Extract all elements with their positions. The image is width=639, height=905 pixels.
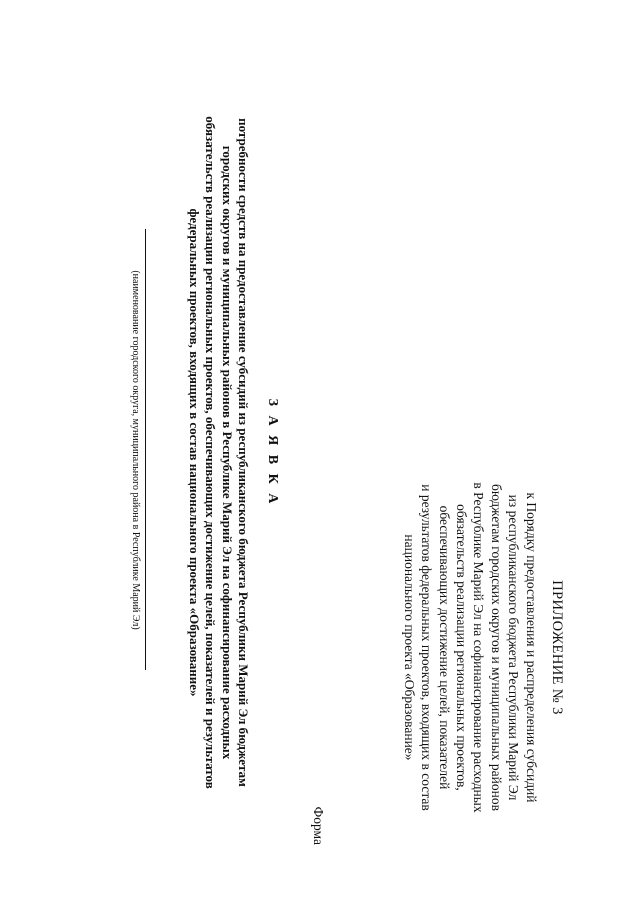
- subject-line: потребности средств на предоставление субсидий из республиканского бюджета Республики Марий Эл бюджетам: [236, 118, 251, 787]
- document-subject: [185, 60, 251, 845]
- appendix-line: обязательств реализации региональных проектов,: [453, 504, 469, 791]
- fill-in-line: [145, 229, 146, 670]
- document-heading: З А Я В К А: [265, 398, 280, 507]
- appendix-line: к Порядку предоставления и распределения субсидий: [523, 492, 539, 803]
- form-label: Форма: [311, 806, 326, 845]
- subject-line: городских округов и муниципальных районов в Республике Марий Эл на софинансирование расходных: [219, 145, 235, 760]
- appendix-line: обеспечивающих достижение целей, показателей: [436, 505, 452, 790]
- subject-line: федеральных проектов, входящих в состав национального проекта «Образование»: [186, 208, 202, 697]
- appendix-line: национального проекта «Образование»: [401, 534, 417, 761]
- appendix-line: и результатов федеральных проектов, входящих в состав: [419, 484, 435, 811]
- appendix-line: бюджетам городских округов и муниципальных районов: [488, 484, 504, 811]
- fill-in-caption: (наименование городского округа, муниципального района в Республике Марий Эл): [130, 270, 141, 630]
- subject-line: обязательств реализации региональных проектов, обеспечивающих достижение целей, показателей и результатов: [203, 116, 219, 789]
- appendix-line: из республиканского бюджета Республики Марий Эл: [506, 494, 522, 801]
- appendix-line: в Республике Марий Эл на софинансирование расходных: [471, 482, 487, 813]
- appendix-title: ПРИЛОЖЕНИЕ № 3: [549, 580, 565, 715]
- appendix-block: [400, 450, 565, 845]
